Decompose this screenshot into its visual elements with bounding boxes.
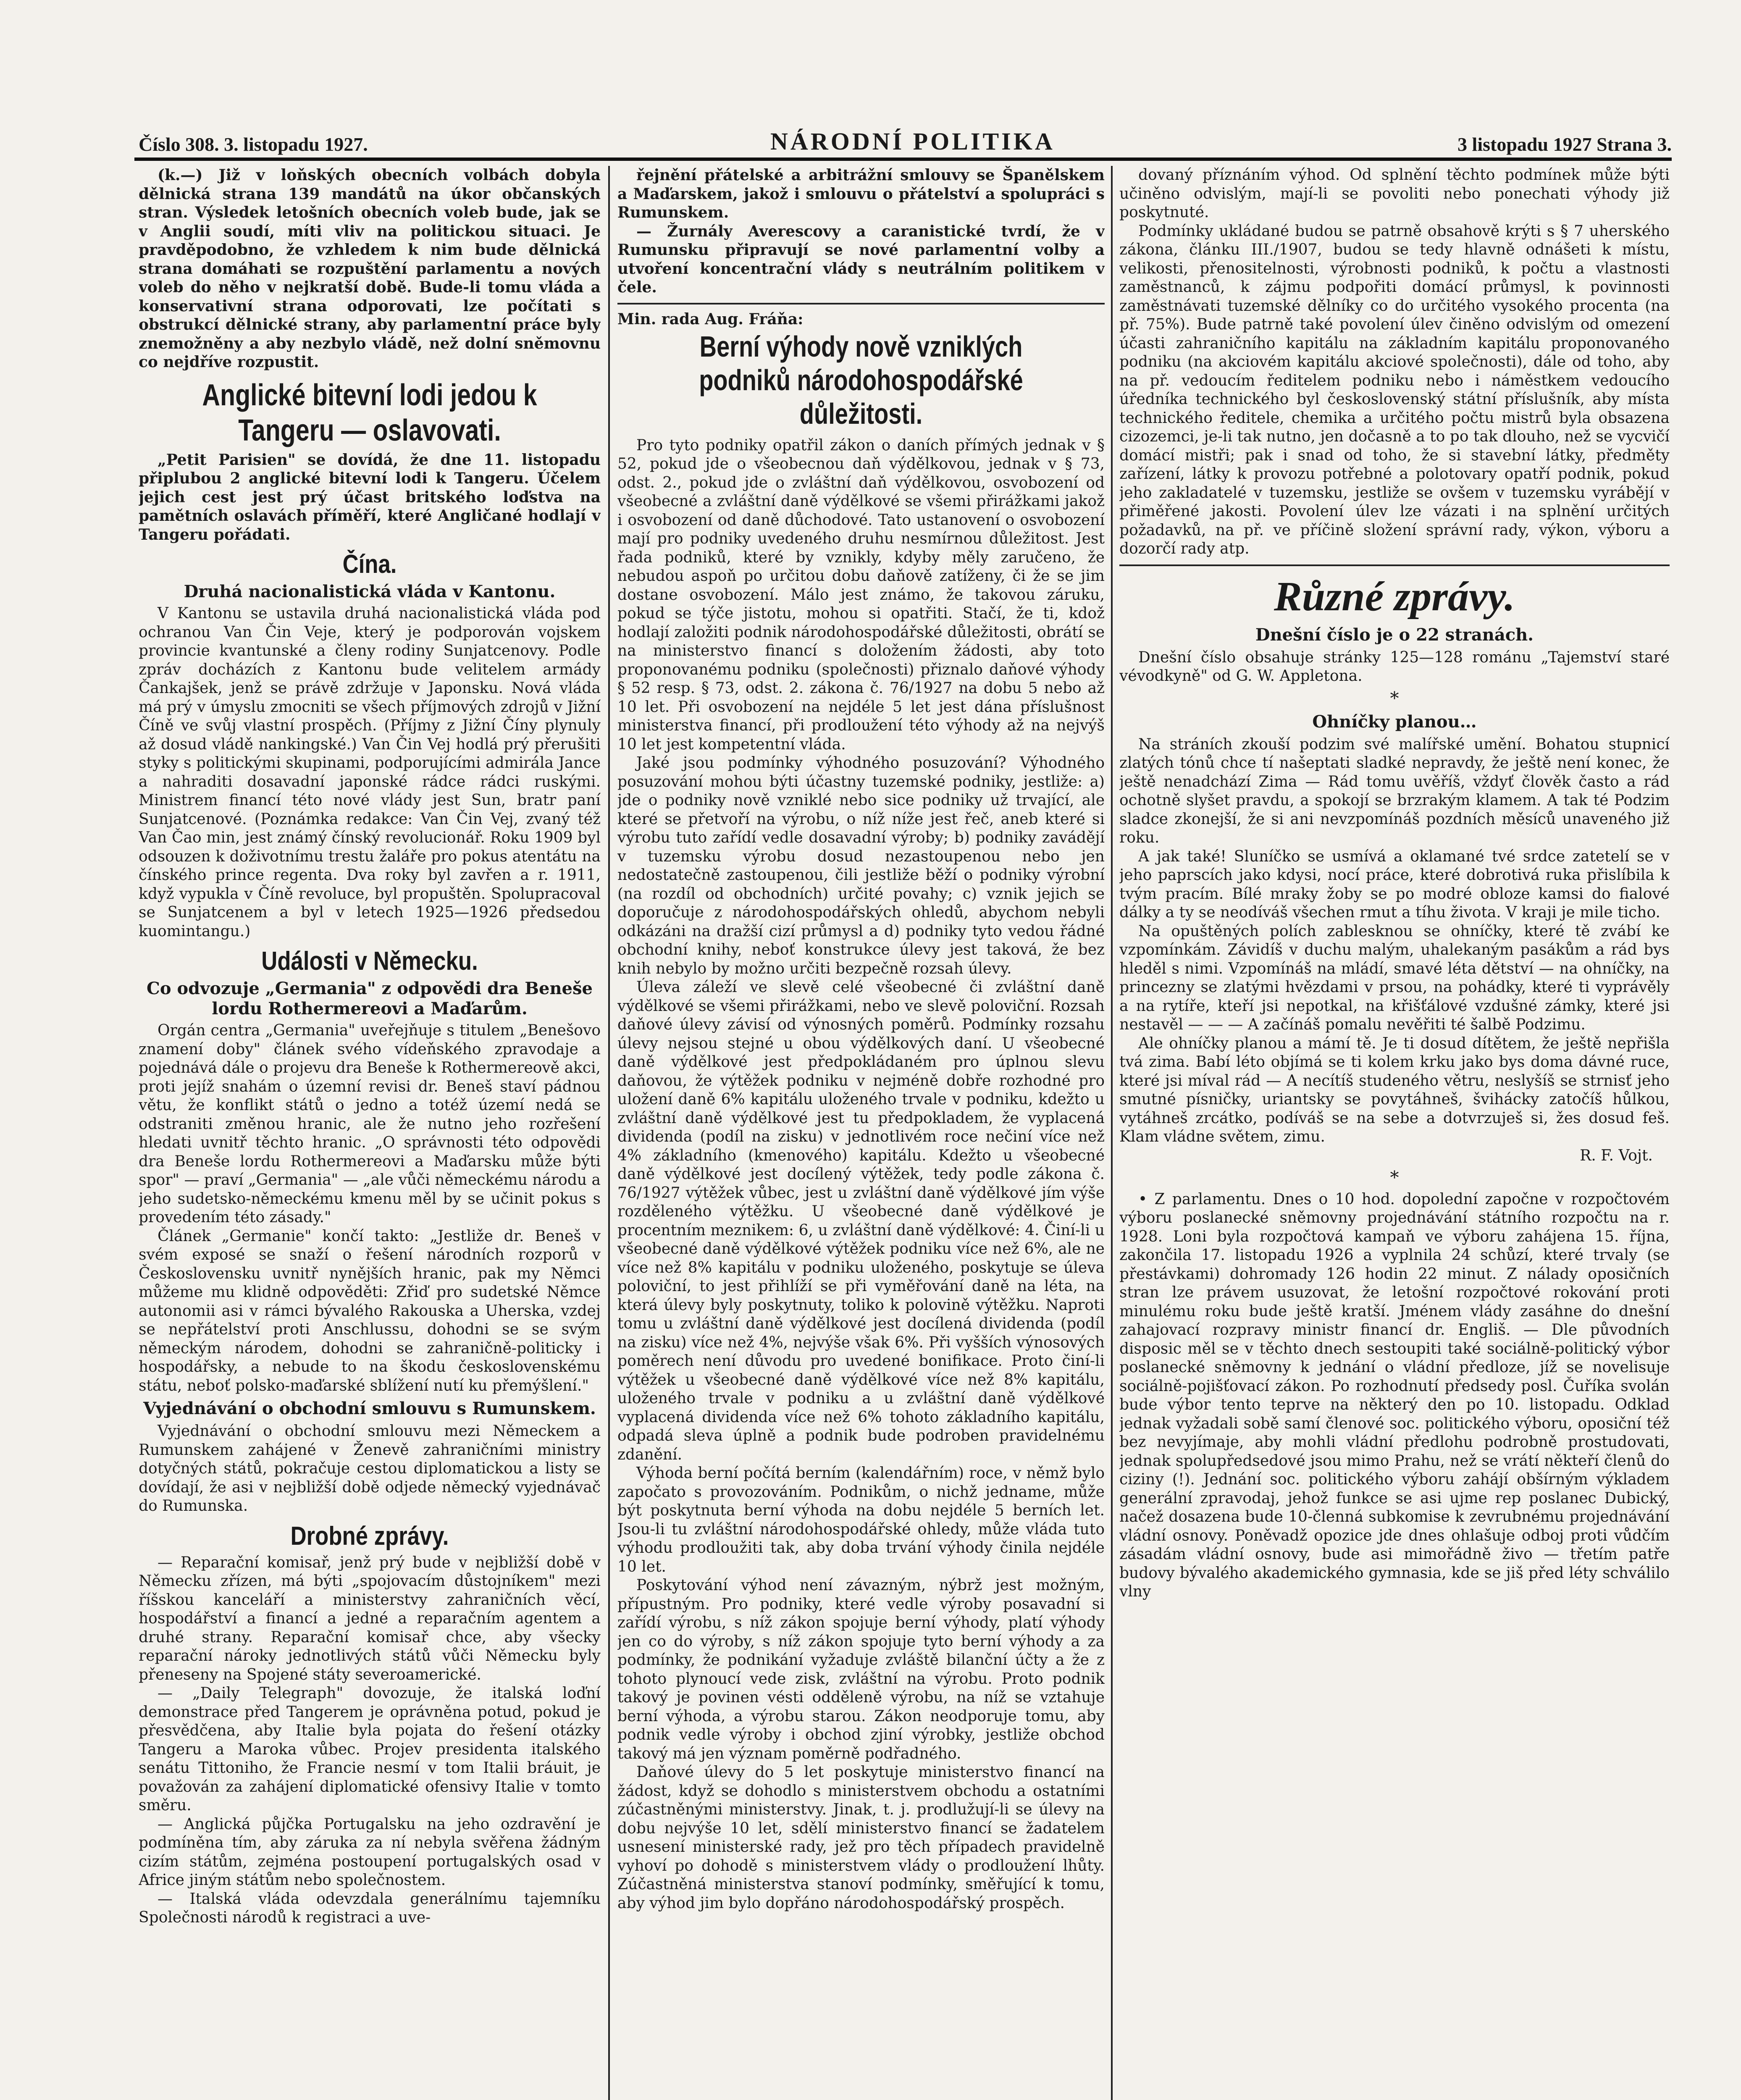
- newspaper-title: NÁRODNÍ POLITIKA: [770, 128, 1055, 155]
- column-divider-1: [608, 166, 610, 2100]
- news-item-reparations: — Reparační komisař, jenž prý bude v nejbližší době v Německu zřízen, má býti „spojovacím důstojníkem" mezi říšskou kanceláří a ministerstvy zahraničních věcí, hospodářství a financí a jedné a reparačním agentem a druhé strany. Reparační komisař chce, aby všecky reparační nároky jednotlivých států vůči Německu byly přeneseny na Spojené státy severoamerické.: [139, 1554, 601, 1683]
- news-item-italy: — Italská vláda odevzdala generálnímu tajemníku Společnosti národů k registraci a uve-: [139, 1890, 601, 1926]
- headline-tanger: Anglické bitevní lodi jedou k Tangeru — oslavovati.: [202, 378, 537, 447]
- subheadline-germania: Co odvozuje „Germania" z odpovědi dra Beneše lordu Rothermereovi a Maďarům.: [147, 979, 593, 1018]
- asterisk-separator-2: *: [1390, 1167, 1399, 1188]
- author-signature: R. F. Vojt.: [1580, 1147, 1653, 1164]
- column-3: [1119, 166, 1670, 2100]
- article-tax-p4: Výhoda berní počítá berním (kalendářním) roce, v němž bylo započato s provozováním. Podnikům, o nichž jedname, může být poskytnuta berní výhoda na dobu nejdéle 5 berních let. Jsou-li tu zvláštní národohospodářské ohledy, může vláda tuto výhodu prodloužiti tak, aby doba trvání výhody činila nejdéle 10 let.: [617, 1465, 1105, 1575]
- article-tax-p6: Daňové úlevy do 5 let poskytuje ministerstvo financí na žádost, když se dohodlo s ministerstvem obchodu a ostatními zúčastněnými ministerstvy. Jinak, t. j. prodlužují-li se úlevy na dobu nejvýše 10 let, sdělí ministerstvo financí se žadatelem usnesení ministerské rady, jež pro těch případech pravidelně vyhoví po dohodě s ministerstvem vlády o prodloužení lhůty. Zúčastněná ministerstva stanoví podmínky, směřující k tomu, aby výhod jim bylo dopřáno národohospodářský prospěch.: [617, 1764, 1105, 1912]
- separator-rule: [617, 303, 1105, 304]
- header-rule: [134, 158, 1672, 161]
- article-tax-p1: Pro tyto podniky opatřil zákon o daních přímých jednak v § 52, pokud jde o všeobecnou daň výdělkovou, jednak v § 73, odst. 2., pokud jde o zvláštní daň výdělkovou, osvobození od všeobecné a zvláštní daně výdělkové se všemi přirážkami jakož i osvobození od daně důchodové. Tato ustanovení o osvobození mají pro podniky uvedeného druhu nesmírnou důležitost. Jest řada podniků, které by vznikly, kdyby měly zaručeno, že nebudou aspoň po určitou dobu daňově zatíženy, či že se jim dostane osvobození. Málo jest známo, že takovou záruku, pokud se týče jistotu, mohou si opatřiti. Stačí, že ti, kdož hodlají založiti podnik národohospodářské důležitosti, obrátí se na ministerstvo financí s doložením žádosti, aby toto proponovanému podniku (společnosti) přiznalo daňové výhody § 52 resp. § 73, odst. 2. zákona č. 76/1927 na dobu 5 nebo až 10 let. Při osvobození na nejdéle 5 let jest dána příslušnost ministerstva financí, při prodloužení této výhody až na nejvýš 10 let jest kompetentní vláda.: [617, 436, 1105, 753]
- column-2: [617, 166, 1105, 2100]
- news-item-daily-telegraph: — „Daily Telegraph" dovozuje, že italská loďní demonstrace před Tangerem je oprávněna potud, pokud je přesvědčena, aby Italie byla pojata do řešení otázky Tangeru a Maroka vůbec. Projev presidenta italského senátu Tittoniho, že Francie nesmí v tom Italii bráuit, je považován za zahájení diplomatické ofensivy Italie v tomto směru.: [139, 1685, 601, 1814]
- article-byline: Min. rada Aug. Fráňa:: [617, 310, 804, 328]
- page-info: 3 listopadu 1927 Strana 3.: [1457, 134, 1672, 155]
- headline-issue-pages: Dnešní číslo je o 22 stranách.: [1255, 625, 1534, 645]
- article-tax-p3: Úleva záleží ve slevě celé všeobecné či zvláštní daně výdělkové se všemi přirážkami, nebo ve slevě poloviční. Rozsah daňové úlevy závisí od výnosných poměrů. Podmínky rozsahu úlevy nejsou stejné u obou výdělkových daní. U všeobecné daně výdělkové jest předpokládaném pro úplnou slevu daňovou, že výtěžek podniku v nejméně dobře rozhodné pro uložení daně 6% kapitálu uloženého trvale v podniku, kdežto u zvláštní daně výdělkové jest tu předpokladem, že vyplacená dividenda (podíl na zisku) v jednotlivém roce nečiní více než 4% základního (kmenového) kapitálu. Kdežto u všeobecné daně výdělkové jest docílený výtěžek, tedy podle zákona č. 76/1927 výtěžek vůbec, jest u zvláštní daně výdělkové jím výše rozděleného výtěžku. U všeobecné daně výdělkové je procentním meznikem: 6, u zvláštní daně výdělkové: 4. Činí-li u všeobecné daně výdělkové výtěžek podniku více než 6%, ale ne více než 8% kapitálu v podniku uloženého, poskytuje se úleva poloviční, to jest přihlíží se při vyměřování daně na léta, na která úlevy byly poskytnuty, toliko k polovině výtěžku. Naproti tomu u zvláštní daně výdělkové jest docílená dividenda (podíl na zisku) více než 4%, nejvýše však 6%. Při vyšších výnosových poměrech není důvodu pro uvedené bonifikace. Proto činí-li výtěžek u všeobecné daně výdělkové více než 8% kapitálu, uloženého trvale v podniku a u zvláštní daně výdělkové vyplacená dividenda více než 6% tohoto základního kapitálu, odpadá sleva úplně a podnik bude podroben pravidelnému zdanění.: [617, 979, 1105, 1463]
- article-tax-cont-2: Podmínky ukládané budou se patrně obsahově krýti s § 7 uherského zákona, článku III./1907, budou se tedy hlavně odnášeti k místu, velikosti, přenositelnosti, výrobnosti podniků, k počtu a vlastnosti zaměstnanců, k zájmu podpořiti domácí průmysl, k povinnosti zaměstnávati tuzemské dělníky co do určitého vysokého procenta (na př. 75%). Bude patrně také povolení úlev činěno odvislým od omezení účasti zahraničního kapitálu na základním kapitálu proponovaného podniku (na akciovém kapitálu akciové společnosti), dále od toho, aby na př. vedoucím ředitelem podniku nebo i náměstkem vedoucího úředníka technického byl československý státní příslušník, aby místa technického ředitele, chemika a určitého počtu mistrů byla obsazena cizozemci, je-li tak nutno, jen dočasně a to po tak dlouho, než se vycvičí domácí mistři; pak i snad od toho, že si stavební látky, předměty zařízení, látky k provozu potřebné a polotovary opatří podnik, pokud jeho zakladatelé v tuzemsku, jestliže se ovšem v tuzemsku vyrábějí v přiměřené jakosti. Povolení úlev lze vázati i na splnění určitých požadavků, na př. ve příčině složení správní rady, výkon, výboru a dozorčí rady atp.: [1119, 222, 1670, 557]
- article-china: V Kantonu se ustavila druhá nacionalistická vláda pod ochranou Van Čin Veje, který je podporován vojskem provincie kvantunské a členy rodiny Sunjatcenovy. Podle zpráv docházích z Kantonu bude velitelem armády Čankajšek, jenž se právě zdržuje v Japonsku. Nová vláda má prý v úmyslu zmocniti se všech příjmových zdrojů v Jižní Číně ve svůj vlastní prospěch. (Příjmy z Jižní Číny plynuly až dosud vládě nankingské.) Van Čin Vej hodlá prý přerušiti styky s politickými skupinami, podporujícími admirála Jance a nahraditi dosavadní japonské rádce rádci ruskými. Ministrem financí této nové vlády jest Sun, bratr paní Sunjatcenové. (Poznámka redakce: Van Čin Vej, zvaný též Van Čao min, jest známý čínský revolucionář. Roku 1909 byl odsouzen k doživotnímu trestu žaláře pro pokus atentátu na čínského prince regenta. Dva roky byl zavřen a r. 1911, když vypukla v Číně revoluce, byl propuštěn. Spolupracoval se Sunjatcenem a byl v letech 1925—1926 předsedou kuomintangu.): [139, 605, 601, 940]
- asterisk-separator-1: *: [1390, 688, 1399, 709]
- issue-number: Číslo 308. 3. listopadu 1927.: [139, 134, 368, 155]
- separator-rule-2: [1119, 564, 1670, 566]
- article-germania-2: Článek „Germanie" končí takto: „Jestliže dr. Beneš v svém exposé se snaží o řešení národních rozporů v Československu uvnitř nynějších hranic, pak my Němci můžeme mu klidně odpověděti: Zřiď pro sudetské Němce autonomii asi v rámci bývalého Rakouska a Uherska, vzdej se nepřátelství proti Anschlussu, dohodni se se svým německým národem, dohodni se zahraničně-politicky i hospodářsky, a nebude to na škodu československému státu, neboť polsko-maďarské sblížení nutí ku přemýšlení.": [139, 1227, 601, 1394]
- article-tax-p5: Poskytování výhod není závazným, nýbrž jest možným, přípustným. Pro podniky, které vedle výroby posavadní si zařídí výrobu, s níž zákon spojuje berní výhody, platí výhody jen co do výroby, s níž zákon spojuje tyto berní výhody a za podmínky, že podnikání vyžaduje zvláště bilanční účty a že z tohoto plynoucí vede zisk, zvláštní na výrobu. Proto podnik takový je povinen vésti odděleně výrobu, na níž se vztahuje berní výhoda, a výrobu starou. Zákon neodporuje tomu, aby podnik vedle výroby i obchod zjiní výrobky, jestliže obchod takový má jen význam poměrně podřadného.: [617, 1577, 1105, 1762]
- article-tanger: „Petit Parisien" se dovídá, že dne 11. listopadu připlubou 2 anglické bitevní lodi k Tangeru. Účelem jejich cest jest prý účast britského loďstva na pamětních oslavách příměří, které Angličané hodlají v Tangeru pořádati.: [139, 451, 601, 543]
- headline-ohnicky: Ohníčky planou…: [1312, 711, 1477, 732]
- feuilleton-p2: A jak také! Sluníčko se usmívá a oklamané tvé srdce zatetelí se v jeho paprscích jako kdysi, nocí práce, které dobrotivá ruka přislíbila k tvým pracím. Bílé mraky žoby se po modré obloze kamsi do fialové dálky a ty se neodíváš všechen rmut a tíhu života. V kraji je mile ticho.: [1119, 848, 1670, 921]
- headline-drobne-zpravy: Drobné zprávy.: [290, 1521, 449, 1551]
- feuilleton-p3: Na opuštěných polích zablesknou se ohníčky, které tě zvábí ke vzpomínkám. Závidíš v duchu malým, uhalekaným pasákům a rád bys hleděl s nimi. Vzpomínáš na mládí, smavé léta dětství — na ohníčky, na princezny se zlatými hvězdami v prsou, na pohádky, které ti vyprávěly a na rytíře, kteří jsi nepotkal, na křišťálové vzdušné zámky, které jsi nestavěl — — — A začínáš pomalu nevěřiti té šalbě Podzimu.: [1119, 922, 1670, 1033]
- article-tax-cont-1: dovaný příznáním výhod. Od splnění těchto podmínek může býti učiněno odvislým, mají-li se povoliti nebo ponechati výhody již poskytnuté.: [1119, 166, 1670, 221]
- subheadline-kanton: Druhá nacionalistická vláda v Kantonu.: [184, 582, 556, 601]
- article-parliament: • Z parlamentu. Dnes o 10 hod. dopolední započne v rozpočtovém výboru poslanecké sněmovny projednávání státního rozpočtu na r. 1928. Loni byla rozpočtová kampaň ve výboru zahájena 15. října, zakončila 17. listopadu 1926 a vyplnila 24 schůzí, které trvaly (se přestávkami) dohromady 126 hodin 22 minut. Z nálady oposičních stran lze právem usuzovat, že letošní rozpočtové rokování proti minulému roku bude ještě kratší. Jménem vlády zasáhne do dnešní zahajovací rozpravy ministr financí dr. Engliš. — Dle původních disposic měl se v těchto dnech sestoupiti také sociálně-politický výbor poslanecké sněmovny k jednání o vládní předloze, jíž se novelisuje sociálně-pojišťovací zákon. Po rozhodnutí předsedy posl. Čuříka svolán bude výbor tento teprve na některý den po 10. listopadu. Odklad jednak vyžadali sobě samí členové soc. politického výboru, oposiční též bez nevyjímaje, aby mohli vládní předlohu podrobně prostudovati, jednak spolupředsedové jsou mimo Prahu, než se vrátí někteří členů do ciziny (!). Jednání soc. politického výboru zahájí obšírným výkladem generální zpravodaj, jehož funkce se asi ujme rep poslanec Dubický, načež dosazena bude 10-členná subkomise k zevrubnému projednávání vládní osnovy. Poněvadž opozice jde dnes ohlašuje odboj proti vůdčím zásadám vládní osnovy, bude asi mimořádně živo — třetím patře budovy bývalého akademického gymnasia, kde se jiš před léty schválilo vlny: [1119, 1190, 1670, 1600]
- headline-germany: Události v Německu.: [261, 947, 478, 976]
- news-item-italy-cont: řejnění přátelské a arbitrážní smlouvy se Španělskem a Maďarskem, jakož i smlouvu o přátelství a spolupráci s Rumunskem.: [617, 166, 1105, 221]
- news-item-portugal-loan: — Anglická půjčka Portugalsku na jeho ozdravění je podmíněna tím, aby záruka za ní nebyla svěřena žádným cizím státům, zejména postoupení portugalských osad v Africe jiným státům nebo společnostem.: [139, 1815, 601, 1889]
- article-romania-trade: Vyjednávání o obchodní smlouvu mezi Německem a Rumunskem zahájené v Ženevě zahraničními ministry dotyčných států, pokračuje cestou diplomatickou a listy se dovídají, že asi v nejbližší době odjede německý vyjednávač do Rumunska.: [139, 1423, 601, 1515]
- article-issue-pages: Dnešní číslo obsahuje stránky 125—128 románu „Tajemství staré vévodkyně" od G. W. Appletona.: [1119, 648, 1670, 685]
- feuilleton-p1: Na stráních zkouší podzim své malířské umění. Bohatou stupnicí zlatých tónů chce tí našeptati sladké nepravdy, že ještě není konec, že ještě nenadchází Zima — Rád tomu uvěříš, vždyť člověk často a rád ochotně slyšet pravdu, a spokojí se brzrakým klamem. A tak té Podzim sladce zkonejší, že si ani nevzpomínáš pozdních měsíců unaveného již roku.: [1119, 735, 1670, 846]
- headline-romania-trade: Vyjednávání o obchodní smlouvu s Rumunskem.: [143, 1399, 596, 1418]
- headline-tax-benefits: Berní výhody nově vzniklých podniků národohospodářské důležitosti.: [699, 330, 1023, 430]
- column-divider-2: [1111, 166, 1113, 2100]
- section-title-ruzne-zpravy: Různé zprávy.: [1274, 572, 1515, 620]
- headline-china: Čína.: [342, 550, 397, 579]
- article-england-elections: (k.—) Již v loňských obecních volbách dobyla dělnická strana 139 mandátů na úkor občanských stran. Výsledek letošních obecních voleb bude, jak se v Anglii soudí, míti vliv na politickou situaci. Je pravděpodobno, že vzhledem k nim bude dělnická strana domáhati se rozpuštění parlamentu a nových voleb do něho v nejkratší době. Bude-li tomu vláda a konservativní strana odporovati, lze počítati s obstrukcí dělnické strany, aby parlamentní práce byly znemožněny a aby nezbylo vládě, než dolní sněmovnu co nejdříve rozpustit.: [139, 166, 601, 371]
- article-tax-p2: Jaké jsou podmínky výhodného posuzování? Výhodného posuzování mohou býti účastny tuzemské podniky, jestliže: a) jde o podniky nově vzniklé nebo sice podniky už trvající, ale které se přetvoří na výrobu, o níž níže jest řeč, aneb které si výrobu tuto zařídí vedle dosavadní výroby; b) podniky zavádějí v tuzemsku výrobu dosud nezastoupenou nebo jen nedostatečně zastoupenou, čili jestliže běží o podniky výrobní (na rozdíl od obchodních) určité povahy; c) vznik jejich se doporučuje z národohospodářských ohledů, abychom nebyli odkázáni na dražší cizí průmysl a d) podniky tyto vedou řádné obchodní knihy, neboť konstrukce úlevy jest taková, že bez knih nebylo by možno určiti bezpečně rozsah úlevy.: [617, 754, 1105, 977]
- column-1: [139, 166, 601, 2100]
- news-item-averescu: — Žurnály Averescovy a caranistické tvrdí, že v Rumunsku připravují se nové parlamentní volby a utvoření koncentrační vlády s neutrálním politikem v čele.: [617, 222, 1105, 296]
- article-germania-1: Orgán centra „Germania" uveřejňuje s titulem „Benešovo znamení doby" článek svého vídeňského zpravodaje a pojednává dále o projevu dra Beneše k Rothermereově akci, proti jejíž snahám o územní revisi dr. Beneš staví pádnou větu, že konflikt států o jedno a totéž území nedá se odstraniti změnou hranic, ale že nutno jeho rozřešení hledati uvnitř těchto hranic. „O správnosti této odpovědi dra Beneše lordu Rothermereovi a Maďarsku může býti spor" — praví „Germania" — „ale vůči německému národu a jeho sudetsko-německému kmenu měl by se učinit pokus s provedením této zásady.": [139, 1022, 601, 1226]
- feuilleton-p4: Ale ohníčky planou a mámí tě. Je ti dosud dítětem, že ještě nepřišla tvá zima. Babí léto objímá se ti kolem krku jako bys doma dávné ruce, které jsi míval rád — A necítíš studeného větru, neslyšíš se strnisť jeho smutné písničky, uriantsky se povytáhneš, švihácky zatočíš hůlkou, vytáhneš zrcátko, podíváš se na sebe a dotvrzuješ si, žes dosud feš. Klam vládne světem, zimu.: [1119, 1034, 1670, 1145]
- masthead: [139, 126, 1672, 155]
